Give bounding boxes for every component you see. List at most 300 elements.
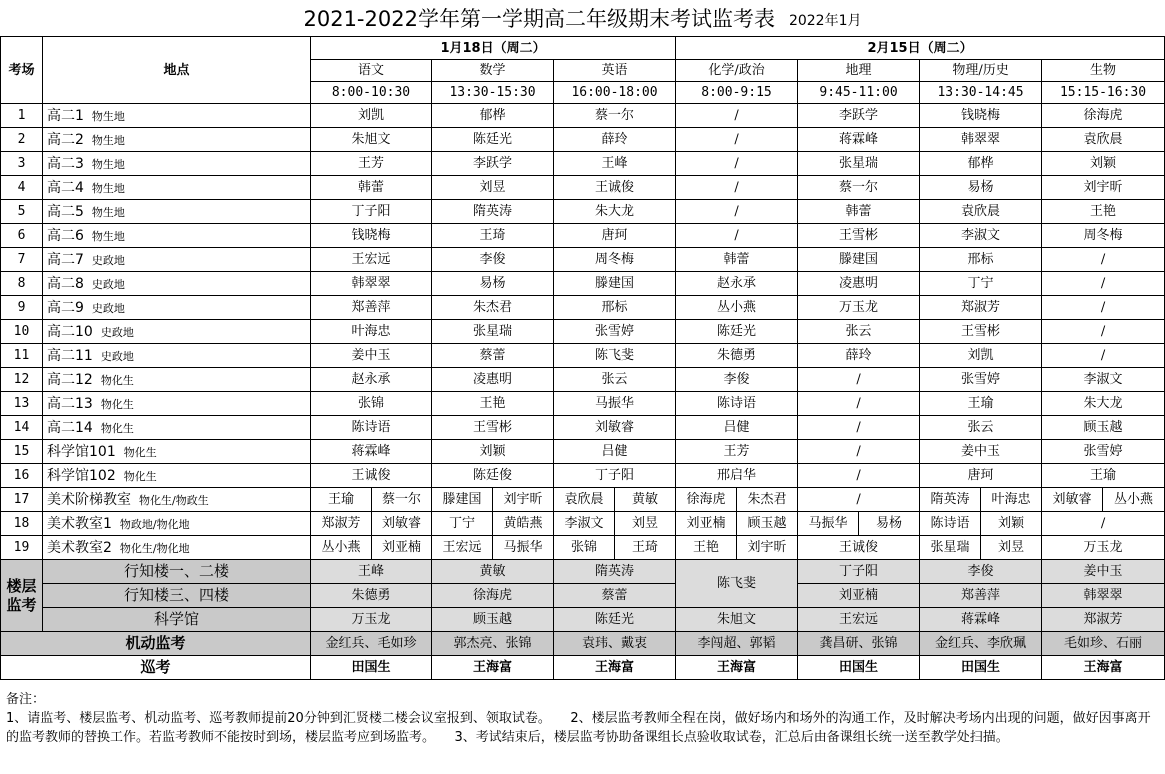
page-title: 2021-2022学年第一学期高二年级期末考试监考表 bbox=[303, 7, 775, 31]
invigilator-cell: 王艳 bbox=[676, 536, 737, 560]
invigilator-cell: 叶海忠 bbox=[981, 488, 1042, 512]
invigilator-cell: 刘敏睿 bbox=[554, 416, 676, 440]
location-cell bbox=[43, 368, 311, 392]
subject-header: 地理 bbox=[798, 60, 920, 82]
invigilator-cell: 王雪彬 bbox=[920, 320, 1042, 344]
patrol-cell: 田国生 bbox=[798, 656, 920, 680]
invigilator-cell: 王诚俊 bbox=[554, 176, 676, 200]
room-number: 15 bbox=[1, 440, 43, 464]
location-name: 高二10 bbox=[47, 323, 93, 340]
location-subject-tag: 物生地 bbox=[91, 109, 125, 123]
time-header: 8:00-9:15 bbox=[676, 82, 798, 104]
room-number: 6 bbox=[1, 224, 43, 248]
invigilator-cell: 张锦 bbox=[554, 536, 615, 560]
invigilator-cell: 李淑文 bbox=[1042, 368, 1165, 392]
location-name: 高二5 bbox=[47, 203, 84, 220]
invigilator-cell: 蒋霖峰 bbox=[311, 440, 432, 464]
location-subject-tag: 物生地 bbox=[91, 205, 125, 219]
invigilator-cell: 唐珂 bbox=[920, 464, 1042, 488]
room-number: 19 bbox=[1, 536, 43, 560]
location-name: 高二12 bbox=[47, 371, 93, 388]
room-number: 5 bbox=[1, 200, 43, 224]
location-subject-tag: 物政地/物化地 bbox=[119, 517, 190, 531]
patrol-cell: 田国生 bbox=[920, 656, 1042, 680]
patrol-label: 巡考 bbox=[1, 656, 311, 680]
room-number: 18 bbox=[1, 512, 43, 536]
invigilator-cell: 薛玲 bbox=[798, 344, 920, 368]
invigilator-cell: 刘凯 bbox=[311, 104, 432, 128]
notes-body: 1、请监考、楼层监考、机动监考、巡考教师提前20分钟到汇贤楼二楼会议室报到、领取试卷。 2、楼层监考教师全程在岗，做好场内和场外的沟通工作，及时解决考场内出现的问题，做好因事离开的监考教师的替换工作。若监考教师不能按时到场，楼层监考应到场监考。 3、考试结束后，楼层监考协助备课组长点验收取试卷，汇总后由备课组长统一送至教学处扫描。 bbox=[6, 711, 1151, 745]
location-name: 高二8 bbox=[47, 275, 84, 292]
location-cell bbox=[43, 152, 311, 176]
table-row bbox=[1, 536, 1165, 560]
invigilator-cell: 张星瑞 bbox=[920, 536, 981, 560]
table-row bbox=[1, 344, 1165, 368]
invigilator-cell: 张雪婷 bbox=[1042, 440, 1165, 464]
invigilator-cell: 张星瑞 bbox=[798, 152, 920, 176]
location-name: 高二4 bbox=[47, 179, 84, 196]
subject-header: 英语 bbox=[554, 60, 676, 82]
invigilator-cell: 邢标 bbox=[920, 248, 1042, 272]
invigilator-cell: 邢标 bbox=[554, 296, 676, 320]
location-cell bbox=[43, 512, 311, 536]
invigilator-cell: 袁欣晨 bbox=[1042, 128, 1165, 152]
location-cell bbox=[43, 416, 311, 440]
invigilator-cell: 凌惠明 bbox=[432, 368, 554, 392]
floor-invigilator-cell: 郑淑芳 bbox=[1042, 608, 1165, 632]
location-name: 高二1 bbox=[47, 107, 84, 124]
invigilator-cell: 易杨 bbox=[432, 272, 554, 296]
invigilator-cell: 张雪婷 bbox=[554, 320, 676, 344]
invigilator-cell: / bbox=[1042, 272, 1165, 296]
patrol-row bbox=[1, 656, 1165, 680]
floor-invigilator-cell: 王宏远 bbox=[798, 608, 920, 632]
table-row bbox=[1, 320, 1165, 344]
invigilator-cell: 姜中玉 bbox=[311, 344, 432, 368]
header-location: 地点 bbox=[43, 37, 311, 104]
header-day2: 2月15日（周二） bbox=[676, 37, 1165, 60]
time-header: 13:30-15:30 bbox=[432, 82, 554, 104]
invigilator-cell: 万玉龙 bbox=[798, 296, 920, 320]
invigilator-cell: 李淑文 bbox=[554, 512, 615, 536]
subject-header: 化学/政治 bbox=[676, 60, 798, 82]
location-cell bbox=[43, 392, 311, 416]
invigilator-cell: 王雪彬 bbox=[798, 224, 920, 248]
mobile-invigilator-cell: 郭杰亮、张锦 bbox=[432, 632, 554, 656]
table-row bbox=[1, 152, 1165, 176]
invigilator-cell: 周冬梅 bbox=[1042, 224, 1165, 248]
invigilator-cell: 陈飞斐 bbox=[554, 344, 676, 368]
patrol-cell: 田国生 bbox=[311, 656, 432, 680]
invigilator-cell: 刘敏睿 bbox=[372, 512, 432, 536]
invigilator-cell: 万玉龙 bbox=[1042, 536, 1165, 560]
table-row bbox=[1, 416, 1165, 440]
location-cell bbox=[43, 272, 311, 296]
invigilator-cell: 吕健 bbox=[554, 440, 676, 464]
room-number: 16 bbox=[1, 464, 43, 488]
invigilator-cell: 马振华 bbox=[493, 536, 554, 560]
room-number: 14 bbox=[1, 416, 43, 440]
table-row bbox=[1, 248, 1165, 272]
invigilator-cell: 王琦 bbox=[615, 536, 676, 560]
floor-invigilator-cell: 徐海虎 bbox=[432, 584, 554, 608]
location-subject-tag: 史政地 bbox=[91, 277, 125, 291]
location-name: 高二9 bbox=[47, 299, 84, 316]
location-name: 高二2 bbox=[47, 131, 84, 148]
invigilator-cell: 袁欣晨 bbox=[554, 488, 615, 512]
invigilator-cell: 刘宇昕 bbox=[493, 488, 554, 512]
invigilator-cell: 张星瑞 bbox=[432, 320, 554, 344]
invigilator-cell: / bbox=[798, 368, 920, 392]
location-cell bbox=[43, 200, 311, 224]
notes-heading: 备注： bbox=[6, 692, 46, 707]
invigilator-cell: 王艳 bbox=[432, 392, 554, 416]
floor-label: 楼层监考 bbox=[1, 560, 43, 632]
invigilator-cell: 周冬梅 bbox=[554, 248, 676, 272]
invigilator-cell: / bbox=[676, 224, 798, 248]
invigilator-cell: 郑淑芳 bbox=[920, 296, 1042, 320]
invigilator-cell: 郁桦 bbox=[920, 152, 1042, 176]
floor-invigilator-cell: 姜中玉 bbox=[1042, 560, 1165, 584]
table-row bbox=[1, 176, 1165, 200]
room-number: 7 bbox=[1, 248, 43, 272]
location-name: 科学馆102 bbox=[47, 467, 116, 484]
invigilator-cell: / bbox=[676, 200, 798, 224]
invigilator-cell: / bbox=[1042, 344, 1165, 368]
floor-row bbox=[1, 584, 1165, 608]
location-cell bbox=[43, 176, 311, 200]
subject-header: 数学 bbox=[432, 60, 554, 82]
invigilator-cell: 易杨 bbox=[920, 176, 1042, 200]
location-cell bbox=[43, 320, 311, 344]
invigilator-cell: 刘亚楠 bbox=[372, 536, 432, 560]
time-header: 15:15-16:30 bbox=[1042, 82, 1165, 104]
invigilator-cell: 韩翠翠 bbox=[920, 128, 1042, 152]
room-number: 9 bbox=[1, 296, 43, 320]
floor-invigilator-cell: 顾玉越 bbox=[432, 608, 554, 632]
invigilator-cell: 邢启华 bbox=[676, 464, 798, 488]
room-number: 17 bbox=[1, 488, 43, 512]
location-subject-tag: 物化生 bbox=[100, 373, 134, 387]
time-header: 16:00-18:00 bbox=[554, 82, 676, 104]
table-row bbox=[1, 464, 1165, 488]
invigilator-cell: 陈诗语 bbox=[676, 392, 798, 416]
invigilator-cell: 徐海虎 bbox=[1042, 104, 1165, 128]
floor-invigilator-cell: 万玉龙 bbox=[311, 608, 432, 632]
table-row bbox=[1, 296, 1165, 320]
invigilator-cell: 丛小燕 bbox=[676, 296, 798, 320]
invigilator-cell: 韩蕾 bbox=[798, 200, 920, 224]
invigilator-cell: 朱杰君 bbox=[432, 296, 554, 320]
invigilator-cell: 刘颖 bbox=[432, 440, 554, 464]
table-row bbox=[1, 272, 1165, 296]
room-number: 1 bbox=[1, 104, 43, 128]
invigilator-cell: 马振华 bbox=[554, 392, 676, 416]
subject-header: 生物 bbox=[1042, 60, 1165, 82]
room-number: 8 bbox=[1, 272, 43, 296]
invigilator-cell: 韩蕾 bbox=[311, 176, 432, 200]
floor-invigilator-cell: 朱旭文 bbox=[676, 608, 798, 632]
invigilator-cell: 郑善萍 bbox=[311, 296, 432, 320]
invigilator-cell: 凌惠明 bbox=[798, 272, 920, 296]
location-name: 美术阶梯教室 bbox=[47, 491, 131, 508]
invigilator-cell: 蔡蕾 bbox=[432, 344, 554, 368]
invigilator-cell: 黄敏 bbox=[615, 488, 676, 512]
location-subject-tag: 物化生/物化地 bbox=[119, 541, 190, 555]
location-name: 高二13 bbox=[47, 395, 93, 412]
invigilator-cell: 李淑文 bbox=[920, 224, 1042, 248]
invigilator-cell: 滕建国 bbox=[798, 248, 920, 272]
invigilator-cell: / bbox=[1042, 248, 1165, 272]
title-date: 2022年1月 bbox=[788, 13, 862, 29]
invigilator-cell: 王瑜 bbox=[920, 392, 1042, 416]
invigilator-cell: 朱德勇 bbox=[676, 344, 798, 368]
invigilator-cell: 王瑜 bbox=[311, 488, 372, 512]
invigilator-cell: 李俊 bbox=[676, 368, 798, 392]
invigilator-cell: 滕建国 bbox=[554, 272, 676, 296]
invigilator-cell: 钱晓梅 bbox=[311, 224, 432, 248]
invigilator-cell: 丁子阳 bbox=[554, 464, 676, 488]
invigilator-cell: 袁欣晨 bbox=[920, 200, 1042, 224]
title-row bbox=[0, 0, 1165, 36]
invigilator-cell: / bbox=[1042, 512, 1165, 536]
floor-invigilator-cell: 丁子阳 bbox=[798, 560, 920, 584]
invigilator-cell: 李俊 bbox=[432, 248, 554, 272]
subject-header: 语文 bbox=[311, 60, 432, 82]
table-row bbox=[1, 488, 1165, 512]
invigilator-cell: 徐海虎 bbox=[676, 488, 737, 512]
invigilator-cell: 陈诗语 bbox=[920, 512, 981, 536]
invigilator-cell: 滕建国 bbox=[432, 488, 493, 512]
invigilator-cell: 陈廷光 bbox=[676, 320, 798, 344]
invigilator-cell: 赵永承 bbox=[311, 368, 432, 392]
location-subject-tag: 物生地 bbox=[91, 229, 125, 243]
floor-invigilator-cell: 王峰 bbox=[311, 560, 432, 584]
invigilator-cell: 王雪彬 bbox=[432, 416, 554, 440]
location-subject-tag: 史政地 bbox=[91, 301, 125, 315]
location-cell bbox=[43, 464, 311, 488]
floor-invigilator-cell: 黄敏 bbox=[432, 560, 554, 584]
invigilator-cell: 王诚俊 bbox=[311, 464, 432, 488]
invigilator-cell: 隋英涛 bbox=[920, 488, 981, 512]
location-name: 高二6 bbox=[47, 227, 84, 244]
location-subject-tag: 物化生/物政生 bbox=[139, 493, 209, 507]
location-subject-tag: 史政地 bbox=[100, 349, 134, 363]
invigilator-cell: 王诚俊 bbox=[798, 536, 920, 560]
location-cell bbox=[43, 344, 311, 368]
schedule-table bbox=[0, 36, 1165, 680]
invigilator-cell: 刘宇昕 bbox=[737, 536, 798, 560]
location-cell bbox=[43, 440, 311, 464]
invigilator-cell: 陈廷光 bbox=[432, 128, 554, 152]
invigilator-cell: 吕健 bbox=[676, 416, 798, 440]
location-cell bbox=[43, 104, 311, 128]
invigilator-cell: / bbox=[676, 128, 798, 152]
location-name: 美术教室1 bbox=[47, 515, 112, 532]
invigilator-cell: 韩翠翠 bbox=[311, 272, 432, 296]
floor-invigilator-cell: 刘亚楠 bbox=[798, 584, 920, 608]
table-row bbox=[1, 224, 1165, 248]
location-cell bbox=[43, 128, 311, 152]
invigilator-cell: 张云 bbox=[554, 368, 676, 392]
invigilator-cell: 朱大龙 bbox=[1042, 392, 1165, 416]
room-number: 4 bbox=[1, 176, 43, 200]
mobile-invigilator-cell: 李闯超、郭韬 bbox=[676, 632, 798, 656]
invigilator-cell: 陈廷俊 bbox=[432, 464, 554, 488]
invigilator-cell: 刘亚楠 bbox=[676, 512, 737, 536]
invigilator-cell: 丁宁 bbox=[432, 512, 493, 536]
invigilator-cell: 王艳 bbox=[1042, 200, 1165, 224]
invigilator-cell: 刘昱 bbox=[615, 512, 676, 536]
invigilator-cell: 李跃学 bbox=[432, 152, 554, 176]
floor-invigilator-cell: 蔡蕾 bbox=[554, 584, 676, 608]
invigilator-cell: 丛小燕 bbox=[1103, 488, 1165, 512]
invigilator-cell: 张云 bbox=[920, 416, 1042, 440]
invigilator-cell: 张雪婷 bbox=[920, 368, 1042, 392]
invigilator-cell: 蔡一尔 bbox=[798, 176, 920, 200]
table-row bbox=[1, 200, 1165, 224]
location-subject-tag: 物化生 bbox=[100, 421, 134, 435]
table-row bbox=[1, 440, 1165, 464]
location-subject-tag: 物化生 bbox=[100, 397, 134, 411]
floor-invigilator-cell: 韩翠翠 bbox=[1042, 584, 1165, 608]
location-subject-tag: 史政地 bbox=[100, 325, 134, 339]
invigilator-cell: 蒋霖峰 bbox=[798, 128, 920, 152]
patrol-cell: 王海富 bbox=[676, 656, 798, 680]
invigilator-cell: 刘凯 bbox=[920, 344, 1042, 368]
notes-section bbox=[6, 690, 1156, 747]
time-header: 13:30-14:45 bbox=[920, 82, 1042, 104]
invigilator-cell: 顾玉越 bbox=[737, 512, 798, 536]
invigilator-cell: 赵永承 bbox=[676, 272, 798, 296]
invigilator-cell: 朱杰君 bbox=[737, 488, 798, 512]
floor-row bbox=[1, 560, 1165, 584]
invigilator-cell: 马振华 bbox=[798, 512, 859, 536]
invigilator-cell: 黄皓燕 bbox=[493, 512, 554, 536]
room-number: 12 bbox=[1, 368, 43, 392]
location-subject-tag: 物生地 bbox=[91, 133, 125, 147]
patrol-cell: 王海富 bbox=[1042, 656, 1165, 680]
invigilator-cell: / bbox=[676, 104, 798, 128]
time-header: 8:00-10:30 bbox=[311, 82, 432, 104]
invigilator-cell: 丛小燕 bbox=[311, 536, 372, 560]
invigilator-cell: 张锦 bbox=[311, 392, 432, 416]
invigilator-cell: 郁桦 bbox=[432, 104, 554, 128]
invigilator-cell: 蔡一尔 bbox=[372, 488, 432, 512]
invigilator-cell: 王宏远 bbox=[432, 536, 493, 560]
invigilator-cell: 丁子阳 bbox=[311, 200, 432, 224]
location-name: 高二7 bbox=[47, 251, 84, 268]
invigilator-cell: 刘颖 bbox=[981, 512, 1042, 536]
invigilator-cell: / bbox=[676, 176, 798, 200]
location-name: 科学馆101 bbox=[47, 443, 116, 460]
invigilator-cell: / bbox=[1042, 296, 1165, 320]
invigilator-cell: 刘颖 bbox=[1042, 152, 1165, 176]
mobile-invigilator-cell: 袁玮、戴衷 bbox=[554, 632, 676, 656]
floor-place: 科学馆 bbox=[43, 608, 311, 632]
mobile-label: 机动监考 bbox=[1, 632, 311, 656]
invigilator-cell: / bbox=[798, 440, 920, 464]
location-cell bbox=[43, 488, 311, 512]
floor-invigilator-cell: 隋英涛 bbox=[554, 560, 676, 584]
invigilator-cell: 朱大龙 bbox=[554, 200, 676, 224]
floor-invigilator-cell: 蒋霖峰 bbox=[920, 608, 1042, 632]
floor-invigilator-cell: 郑善萍 bbox=[920, 584, 1042, 608]
mobile-invigilator-cell: 金红兵、李欣珮 bbox=[920, 632, 1042, 656]
invigilator-cell: 叶海忠 bbox=[311, 320, 432, 344]
table-row bbox=[1, 104, 1165, 128]
mobile-invigilator-cell: 金红兵、毛如珍 bbox=[311, 632, 432, 656]
floor-invigilator-cell: 李俊 bbox=[920, 560, 1042, 584]
patrol-cell: 王海富 bbox=[554, 656, 676, 680]
location-subject-tag: 物生地 bbox=[91, 157, 125, 171]
time-header: 9:45-11:00 bbox=[798, 82, 920, 104]
location-cell bbox=[43, 224, 311, 248]
invigilator-cell: 顾玉越 bbox=[1042, 416, 1165, 440]
floor-place: 行知楼一、二楼 bbox=[43, 560, 311, 584]
table-row bbox=[1, 128, 1165, 152]
table-row bbox=[1, 368, 1165, 392]
invigilator-cell: 刘昱 bbox=[432, 176, 554, 200]
floor-invigilator-cell: 陈飞斐 bbox=[676, 560, 798, 608]
invigilator-cell: 陈诗语 bbox=[311, 416, 432, 440]
location-name: 高二14 bbox=[47, 419, 93, 436]
invigilator-cell: / bbox=[1042, 320, 1165, 344]
invigilator-cell: 钱晓梅 bbox=[920, 104, 1042, 128]
invigilator-cell: 姜中玉 bbox=[920, 440, 1042, 464]
room-number: 13 bbox=[1, 392, 43, 416]
mobile-row bbox=[1, 632, 1165, 656]
location-subject-tag: 物化生 bbox=[123, 469, 157, 483]
floor-row bbox=[1, 608, 1165, 632]
location-name: 高二3 bbox=[47, 155, 84, 172]
floor-invigilator-cell: 朱德勇 bbox=[311, 584, 432, 608]
floor-invigilator-cell: 陈廷光 bbox=[554, 608, 676, 632]
invigilator-cell: 王芳 bbox=[311, 152, 432, 176]
invigilator-cell: 朱旭文 bbox=[311, 128, 432, 152]
mobile-invigilator-cell: 毛如珍、石丽 bbox=[1042, 632, 1165, 656]
header-room: 考场 bbox=[1, 37, 43, 104]
location-subject-tag: 史政地 bbox=[91, 253, 125, 267]
header-day1: 1月18日（周二） bbox=[311, 37, 676, 60]
invigilator-cell: 刘宇昕 bbox=[1042, 176, 1165, 200]
invigilator-cell: 王芳 bbox=[676, 440, 798, 464]
invigilator-cell: 易杨 bbox=[859, 512, 920, 536]
invigilator-cell: 唐珂 bbox=[554, 224, 676, 248]
location-cell bbox=[43, 296, 311, 320]
invigilator-cell: / bbox=[798, 392, 920, 416]
location-cell bbox=[43, 248, 311, 272]
table-row bbox=[1, 392, 1165, 416]
invigilator-cell: 刘敏睿 bbox=[1042, 488, 1103, 512]
location-subject-tag: 物生地 bbox=[91, 181, 125, 195]
invigilator-cell: / bbox=[798, 464, 920, 488]
location-cell bbox=[43, 536, 311, 560]
patrol-cell: 王海富 bbox=[432, 656, 554, 680]
invigilator-cell: 郑淑芳 bbox=[311, 512, 372, 536]
invigilator-cell: 张云 bbox=[798, 320, 920, 344]
floor-place: 行知楼三、四楼 bbox=[43, 584, 311, 608]
room-number: 10 bbox=[1, 320, 43, 344]
location-subject-tag: 物化生 bbox=[123, 445, 157, 459]
invigilator-cell: 李跃学 bbox=[798, 104, 920, 128]
invigilator-cell: / bbox=[798, 416, 920, 440]
room-number: 11 bbox=[1, 344, 43, 368]
invigilator-cell: 韩蕾 bbox=[676, 248, 798, 272]
invigilator-cell: 王峰 bbox=[554, 152, 676, 176]
mobile-invigilator-cell: 龚昌研、张锦 bbox=[798, 632, 920, 656]
invigilator-cell: 丁宁 bbox=[920, 272, 1042, 296]
